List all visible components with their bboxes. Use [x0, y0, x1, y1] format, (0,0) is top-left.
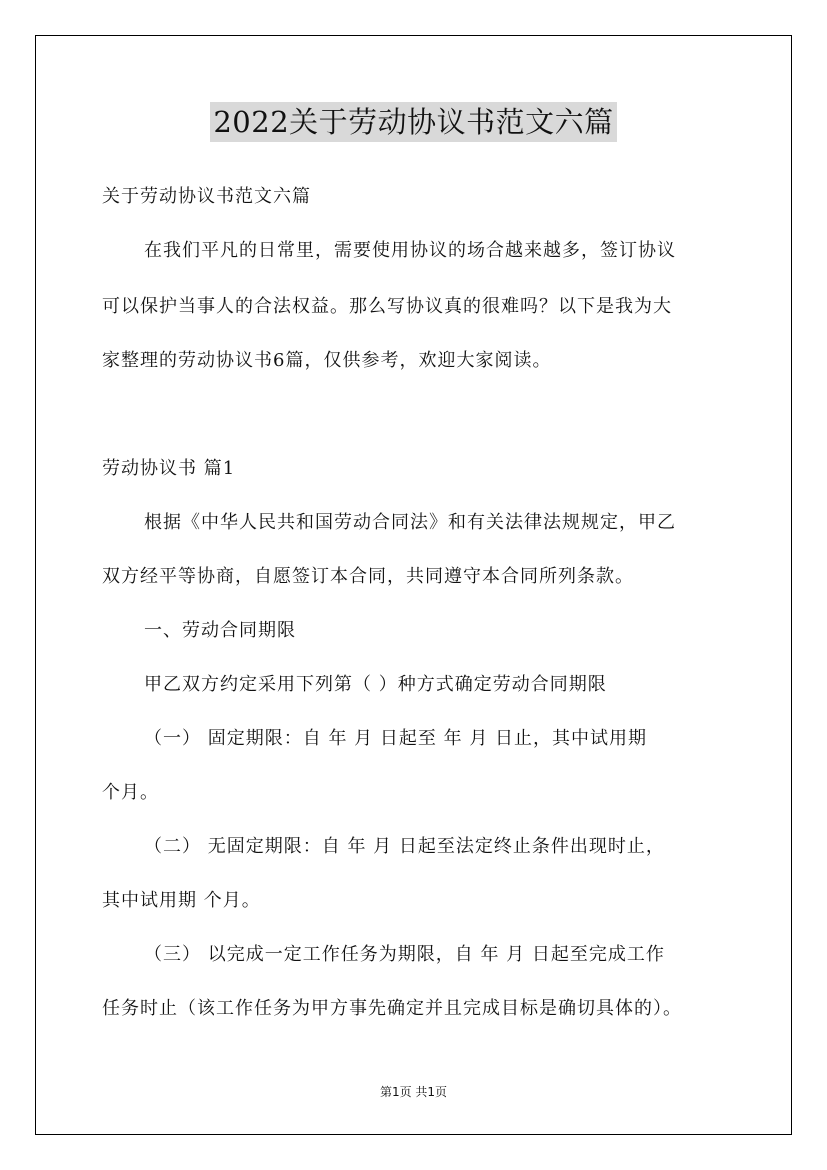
intro-line-3: 家整理的劳动协议书6篇，仅供参考，欢迎大家阅读。	[102, 350, 552, 371]
term-option-1: （一） 固定期限：自 年 月 日起至 年 月 日止，其中试用期	[144, 728, 648, 749]
term-option-3-cont: 任务时止（该工作任务为甲方事先确定并且完成目标是确切具体的）。	[102, 998, 682, 1019]
term-option-3: （三） 以完成一定工作任务为期限，自 年 月 日起至完成工作	[144, 944, 665, 965]
body-line-3: 甲乙双方约定采用下列第（ ）种方式确定劳动合同期限	[144, 674, 607, 695]
term-option-2-cont: 其中试用期 个月。	[102, 890, 261, 911]
body-line-2: 双方经平等协商，自愿签订本合同，共同遵守本合同所列条款。	[102, 566, 634, 587]
body-line-1: 根据《中华人民共和国劳动合同法》和有关法律法规规定，甲乙	[144, 512, 676, 533]
term-option-1-cont: 个月。	[102, 782, 159, 803]
page-footer: 第1页 共1页	[379, 1085, 448, 1099]
intro-line-1: 在我们平凡的日常里，需要使用协议的场合越来越多，签订协议	[144, 240, 676, 261]
intro-line-2: 可以保护当事人的合法权益。那么写协议真的很难吗？以下是我为大	[102, 296, 672, 317]
term-option-2: （二） 无固定期限：自 年 月 日起至法定终止条件出现时止，	[144, 836, 665, 857]
section-heading: 劳动协议书 篇1	[102, 458, 236, 479]
document-subtitle: 关于劳动协议书范文六篇	[102, 186, 311, 207]
clause-heading: 一、劳动合同期限	[144, 620, 296, 641]
document-title: 2022关于劳动协议书范文六篇	[210, 102, 616, 142]
